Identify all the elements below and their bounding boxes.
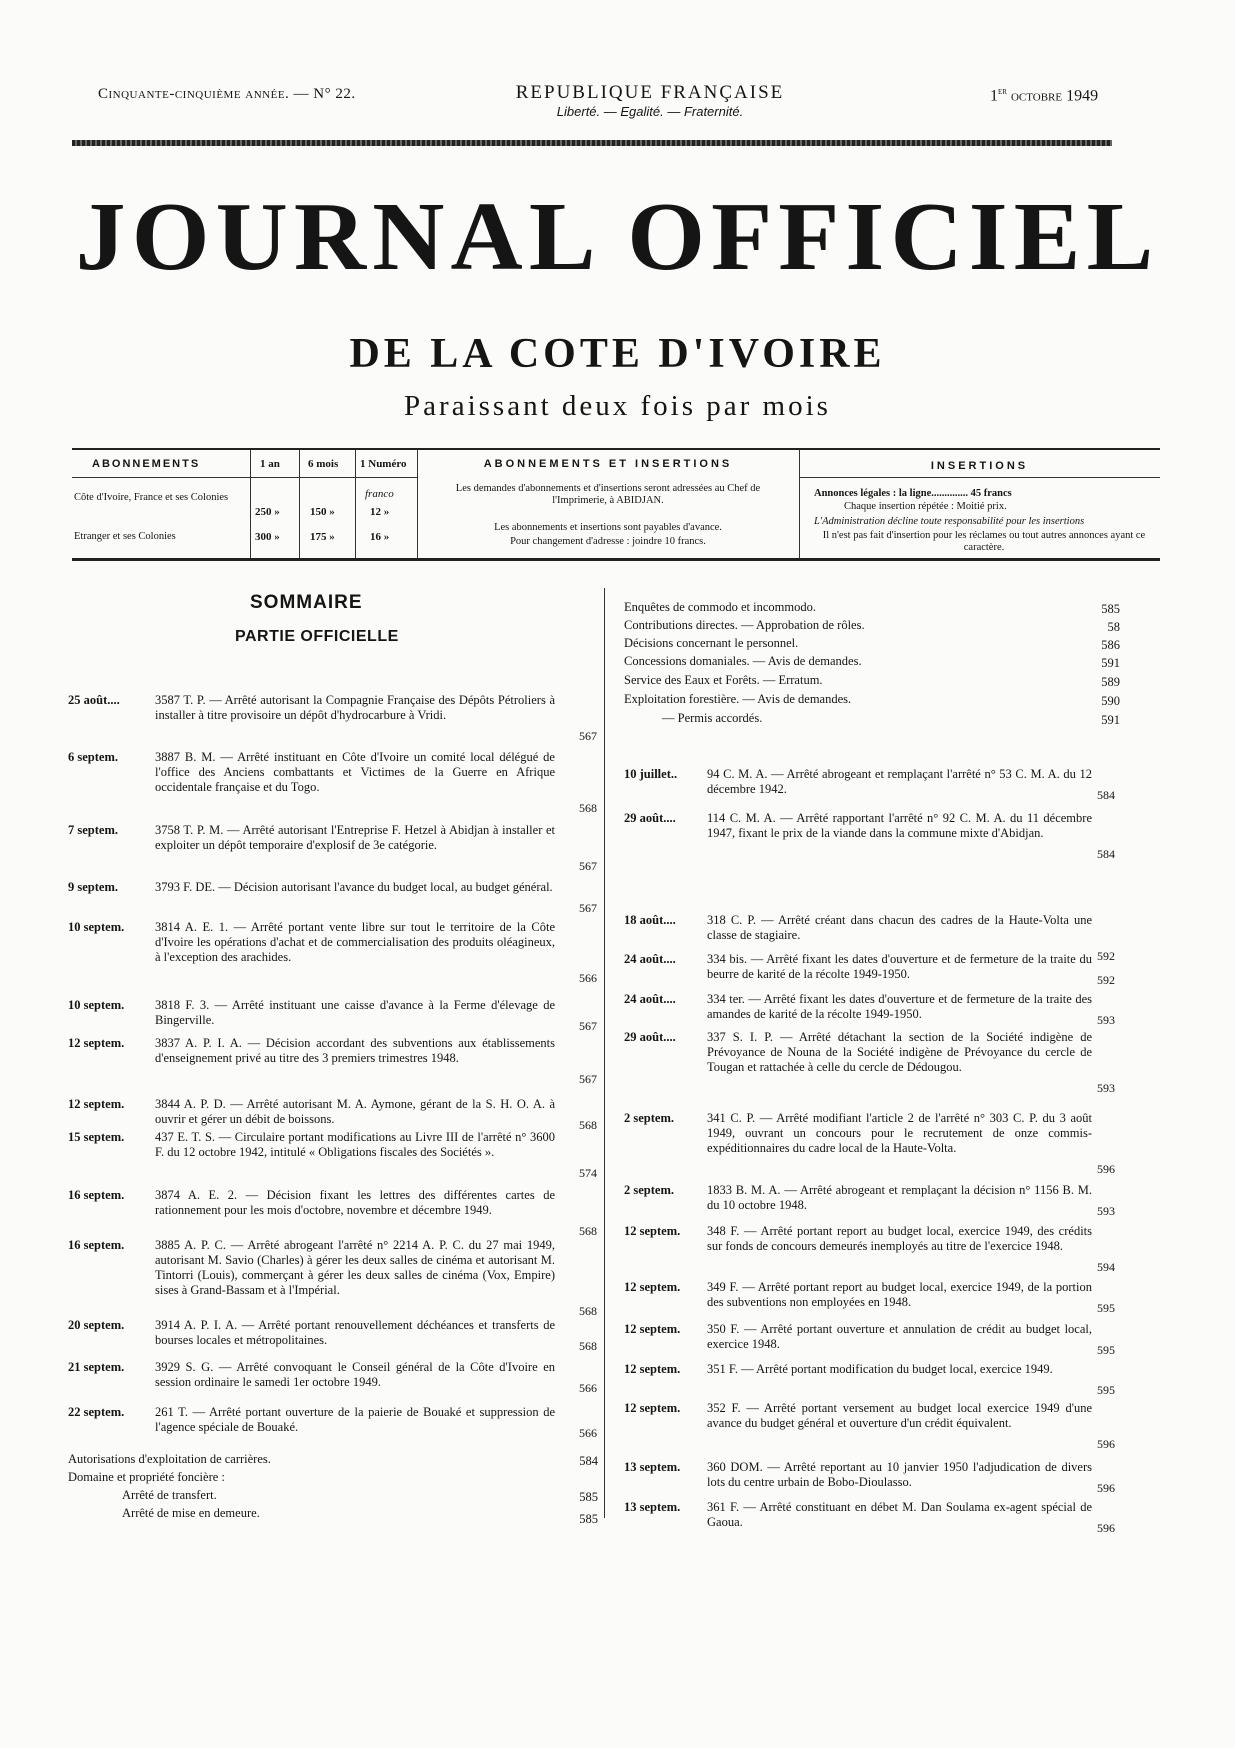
toc-entry-page: 595 — [1097, 1383, 1115, 1397]
subs-row1-1an: 250 » — [255, 506, 280, 518]
subs-row1-num: 12 » — [370, 506, 390, 518]
toc-entry-date: 12 septem. — [624, 1401, 681, 1415]
toc-entry — [68, 1097, 598, 1132]
toc-right-head-page: 589 — [1101, 675, 1120, 689]
subs-franco: franco — [365, 488, 394, 500]
toc-entry-date: 12 septem. — [68, 1097, 125, 1111]
subs-row2-label: Etranger et ses Colonies — [74, 531, 176, 542]
subs-mid-text1: Les demandes d'abonnements et d'insertions seront adressées au Chef de l'Imprimerie, à ABIDJAN. — [455, 483, 761, 506]
toc-sommaire: SOMMAIRE — [250, 592, 363, 613]
toc-entry-text: 361 F. — Arrêté constituant en débet M. Dan Soulama ex-agent spécial de Gaoua. — [707, 1500, 1092, 1529]
toc-entry-text: 318 C. P. — Arrêté créant dans chacun des cadres de la Haute-Volta une classe de stagiaire. — [707, 913, 1092, 942]
toc-entry — [624, 1401, 1120, 1451]
toc-entry-text: 3758 T. P. M. — Arrêté autorisant l'Entreprise F. Hetzel à Abidjan à installer et exploiter un dépôt temporaire d'explosif de 3e catégorie. — [155, 823, 555, 852]
toc-entry — [624, 1460, 1120, 1495]
toc-entry-page: 567 — [579, 1019, 597, 1033]
toc-right-head-page: 585 — [1101, 602, 1120, 616]
toc-right-head-page: 591 — [1101, 656, 1120, 670]
toc-entry — [68, 998, 598, 1033]
toc-right-head-item — [624, 654, 1120, 669]
toc-entry-page: 568 — [579, 801, 597, 815]
subs-h-numero: 1 Numéro — [360, 458, 407, 470]
toc-entry — [68, 880, 598, 915]
toc-entry-date: 29 août.... — [624, 1030, 676, 1044]
subs-h-6mois: 6 mois — [308, 458, 339, 470]
toc-entry — [68, 1318, 598, 1353]
toc-right-head-page: 591 — [1101, 713, 1120, 727]
toc-entry-text: 3887 B. M. — Arrêté instituant en Côte d'Ivoire un comité local délégué de l'office des Anciens combattants et Victimes de la Guerre en Afrique occidentale française et du Togo. — [155, 750, 555, 794]
toc-entry-text: 114 C. M. A. — Arrêté rapportant l'arrêté n° 92 C. M. A. du 11 décembre 1947, fixant le prix de la viande dans la commune mixte d'Abidjan. — [707, 811, 1092, 840]
issue-date — [990, 86, 1098, 105]
toc-entry-text: 3818 F. 3. — Arrêté instituant une caisse d'avance à la Ferme d'élevage de Bingerville. — [155, 998, 555, 1027]
republic-header — [500, 82, 800, 119]
subs-row2-num: 16 » — [370, 531, 390, 543]
toc-entry — [68, 693, 598, 743]
toc-entry-page: 596 — [1097, 1162, 1115, 1176]
toc-entry-date: 25 août.... — [68, 693, 120, 707]
toc-entry — [624, 1111, 1120, 1176]
toc-entry-date: 12 septem. — [624, 1362, 681, 1376]
toc-entry — [624, 1030, 1120, 1095]
toc-entry-text: 94 C. M. A. — Arrêté abrogeant et remplaçant l'arrêté n° 53 C. M. A. du 12 décembre 1942. — [707, 767, 1092, 796]
toc-tail-page: 585 — [579, 1490, 598, 1504]
toc-entry — [624, 1224, 1120, 1274]
toc-entry-text: 334 bis. — Arrêté fixant les dates d'ouverture et de fermeture de la traite du beurre de karité de la récolte 1949-1950. — [707, 952, 1092, 981]
toc-entry-date: 22 septem. — [68, 1405, 125, 1419]
toc-entry-date: 18 août.... — [624, 913, 676, 927]
toc-right-head-page: 58 — [1107, 620, 1120, 634]
toc-entry-page: 568 — [579, 1339, 597, 1353]
toc-entry — [624, 952, 1120, 987]
toc-right-head-text: Décisions concernant le personnel. — [624, 636, 799, 650]
toc-entry — [624, 1322, 1120, 1357]
toc-entry — [624, 1280, 1120, 1315]
toc-entry-date: 13 septem. — [624, 1460, 681, 1474]
subs-row2-1an: 300 » — [255, 531, 280, 543]
toc-entry-date: 12 septem. — [624, 1280, 681, 1294]
toc-entry-page: 596 — [1097, 1437, 1115, 1451]
toc-entry — [68, 920, 598, 985]
subs-right-text4: Il n'est pas fait d'insertion pour les réclames ou tout autres annonces ayant ce caractère. — [822, 530, 1146, 553]
toc-entry — [68, 1360, 598, 1395]
issue-date-day: 1 — [990, 87, 998, 105]
toc-entry-page: 566 — [579, 971, 597, 985]
masthead-subtitle: DE LA COTE D'IVOIRE — [349, 331, 886, 377]
toc-entry-text: 3793 F. DE. — Décision autorisant l'avance du budget local, au budget général. — [155, 880, 553, 894]
toc-entry-page: 566 — [579, 1381, 597, 1395]
toc-entry-date: 7 septem. — [68, 823, 118, 837]
toc-entry-page: 568 — [579, 1118, 597, 1132]
subs-right-text2: Chaque insertion répétée : Moitié prix. — [844, 501, 1007, 512]
toc-entry-page: 567 — [579, 859, 597, 873]
toc-right-head-text: Contributions directes. — Approbation de rôles. — [624, 618, 865, 632]
toc-entry-text: 3844 A. P. D. — Arrêté autorisant M. A. Aymone, gérant de la S. H. O. A. à ouvrir et gérer un débit de boissons. — [155, 1097, 555, 1126]
toc-entry-page: 596 — [1097, 1481, 1115, 1495]
toc-tail-item — [68, 1470, 598, 1485]
toc-entry — [68, 823, 598, 873]
toc-entry-page: 584 — [1097, 788, 1115, 802]
toc-right-head-text: — Permis accordés. — [662, 711, 763, 725]
toc-tail-page: 585 — [579, 1512, 598, 1526]
toc-entry-page: 593 — [1097, 1013, 1115, 1027]
toc-tail-text: Arrêté de mise en demeure. — [122, 1506, 260, 1520]
toc-right-head-item — [624, 692, 1120, 707]
toc-entry-date: 12 septem. — [624, 1224, 681, 1238]
toc-entry-page: 593 — [1097, 1081, 1115, 1095]
toc-right-head-text: Enquêtes de commodo et incommodo. — [624, 600, 816, 614]
republic-name: REPUBLIQUE FRANÇAISE — [515, 82, 785, 103]
toc-entry-date: 15 septem. — [68, 1130, 125, 1144]
toc-entry — [68, 1238, 598, 1318]
subs-right-text1: Annonces légales : la ligne.............. 45 francs — [814, 488, 1012, 499]
toc-entry-page: 595 — [1097, 1343, 1115, 1357]
subs-mid-text3: Pour changement d'adresse : joindre 10 francs. — [510, 536, 706, 547]
toc-entry-date: 10 juillet.. — [624, 767, 678, 781]
toc-entry-date: 12 septem. — [68, 1036, 125, 1050]
toc-right-head-page: 590 — [1101, 694, 1120, 708]
toc-entry-date: 6 septem. — [68, 750, 118, 764]
republic-motto: Liberté. — Egalité. — Fraternité. — [556, 104, 744, 119]
toc-tail-text: Arrêté de transfert. — [122, 1488, 217, 1502]
toc-entry-text: 3929 S. G. — Arrêté convoquant le Conseil général de la Côte d'Ivoire en session ordinaire le samedi 1er octobre 1949. — [155, 1360, 555, 1389]
column-divider — [604, 588, 605, 1518]
subs-right-text3: L'Administration décline toute responsabilité pour les insertions — [814, 516, 1085, 527]
toc-right-head-text: Concessions domaniales. — Avis de demandes. — [624, 654, 862, 668]
toc-entry-date: 21 septem. — [68, 1360, 125, 1374]
subs-row1-6mois: 150 » — [310, 506, 335, 518]
toc-right-head-item — [624, 618, 1120, 633]
toc-entry-page: 596 — [1097, 1521, 1115, 1535]
toc-entry-page: 567 — [579, 1072, 597, 1086]
toc-entry-date: 29 août.... — [624, 811, 676, 825]
toc-entry-page: 584 — [1097, 847, 1115, 861]
toc-entry-text: 360 DOM. — Arrêté reportant au 10 janvier 1950 l'adjudication de divers lots du centre urbain de Bobo-Dioulasso. — [707, 1460, 1092, 1489]
toc-tail-text: Domaine et propriété foncière : — [68, 1470, 225, 1484]
issue-date-sup: er — [998, 86, 1007, 97]
issue-date-rest: octobre 1949 — [1006, 87, 1099, 105]
toc-entry-date: 2 septem. — [624, 1183, 674, 1197]
toc-entry — [68, 1405, 598, 1440]
toc-partie-officielle: PARTIE OFFICIELLE — [235, 628, 399, 645]
toc-entry-page: 566 — [579, 1426, 597, 1440]
toc-entry — [624, 811, 1120, 861]
toc-entry-text: 349 F. — Arrêté portant report au budget local, exercice 1949, de la portion des subventions non employées en 1948. — [707, 1280, 1092, 1309]
toc-entry-date: 9 septem. — [68, 880, 118, 894]
toc-right-head-text: Service des Eaux et Forêts. — Erratum. — [624, 673, 823, 687]
toc-entry-page: 593 — [1097, 1204, 1115, 1218]
toc-entry-date: 13 septem. — [624, 1500, 681, 1514]
toc-entry-date: 16 septem. — [68, 1188, 125, 1202]
toc-entry-date: 24 août.... — [624, 992, 676, 1006]
subscription-box — [72, 448, 1160, 561]
subs-col-header: ABONNEMENTS — [92, 458, 201, 470]
toc-tail-item — [68, 1452, 598, 1467]
toc-entry-text: 3814 A. E. 1. — Arrêté portant vente libre sur tout le territoire de la Côte d'Ivoire les opérations d'achat et de commercialisation des produits oléagineux, à l'exception des arachides. — [155, 920, 555, 964]
toc-entry-text: 3914 A. P. I. A. — Arrêté portant renouvellement déchéances et transferts de bourses locales et métropolitaines. — [155, 1318, 555, 1347]
toc-entry-text: 3885 A. P. C. — Arrêté abrogeant l'arrêté n° 2214 A. P. C. du 27 mai 1949, autorisant M. Savio (Charles) à gérer les deux salles de cinéma et autorisant M. Tintorri (Louis), commerçant à gérer les deux salles de cinéma (Vox, Empire) sises à Grand-Bassam et à l'Impérial. — [155, 1238, 555, 1297]
toc-entry-page: 592 — [1097, 949, 1115, 963]
toc-right-head-item — [624, 636, 1120, 651]
toc-entry — [68, 1130, 598, 1180]
toc-entry-page: 567 — [579, 901, 597, 915]
toc-entry — [68, 750, 598, 815]
toc-entry-page: 567 — [579, 729, 597, 743]
toc-entry — [624, 767, 1120, 802]
toc-entry-date: 20 septem. — [68, 1318, 125, 1332]
toc-tail-text: Autorisations d'exploitation de carrières. — [68, 1452, 271, 1466]
toc-entry-date: 12 septem. — [624, 1322, 681, 1336]
toc-entry-page: 568 — [579, 1224, 597, 1238]
toc-tail-page: 584 — [579, 1454, 598, 1468]
toc-entry-page: 595 — [1097, 1301, 1115, 1315]
toc-entry-text: 350 F. — Arrêté portant ouverture et annulation de crédit au budget local, exercice 1948. — [707, 1322, 1092, 1351]
toc-right-head-page: 586 — [1101, 638, 1120, 652]
masthead-frequency: Paraissant deux fois par mois — [404, 390, 831, 422]
subs-row1-label: Côte d'Ivoire, France et ses Colonies — [74, 492, 229, 503]
toc-entry — [68, 1188, 598, 1238]
toc-right-head-item — [662, 711, 1120, 726]
edition-number: Cinquante-cinquième année. — N° 22. — [98, 86, 356, 102]
toc-entry-text: 334 ter. — Arrêté fixant les dates d'ouverture et de fermeture de la traite des amandes de karité de la récolte 1949-1950. — [707, 992, 1092, 1021]
toc-entry — [624, 1500, 1120, 1535]
toc-entry — [68, 1036, 598, 1086]
toc-entry-text: 3874 A. E. 2. — Décision fixant les lettres des différentes cartes de rationnement pour les mois d'octobre, novembre et décembre 1949. — [155, 1188, 555, 1217]
toc-entry-text: 352 F. — Arrêté portant versement au budget local exercice 1949 d'une avance du budget général et ouverture d'un crédit équivalent. — [707, 1401, 1092, 1430]
toc-entry-date: 16 septem. — [68, 1238, 125, 1252]
toc-entry-text: 341 C. P. — Arrêté modifiant l'article 2 de l'arrêté n° 303 C. P. du 3 août 1949, ouvrant un concours pour le recrutement de onze commis-expéditionnaires du cadre local de la Haute-Volta. — [707, 1111, 1092, 1155]
toc-entry-text: 1833 B. M. A. — Arrêté abrogeant et remplaçant la décision n° 1156 B. M. du 10 octobre 1948. — [707, 1183, 1092, 1212]
toc-entry — [624, 1362, 1120, 1397]
toc-entry-date: 10 septem. — [68, 920, 125, 934]
toc-tail-item — [122, 1488, 598, 1503]
masthead-title: JOURNAL OFFICIEL — [75, 183, 1160, 291]
toc-entry-text: 337 S. I. P. — Arrêté détachant la section de la Société indigène de Prévoyance de Nouna de la Société indigène de Prévoyance du cercle de Tougan et rattachée à celle du cercle de Dédougou. — [707, 1030, 1092, 1074]
toc-tail-item — [122, 1506, 598, 1526]
subs-mid-text2: Les abonnements et insertions sont payables d'avance. — [494, 522, 722, 533]
toc-right-head-text: Exploitation forestière. — Avis de demandes. — [624, 692, 852, 706]
toc-entry-text: 3837 A. P. I. A. — Décision accordant des subventions aux établissements d'enseignement privé au titre des 3 premiers trimestres 1948. — [155, 1036, 555, 1065]
toc-entry-page: 574 — [579, 1166, 597, 1180]
toc-entry-page: 592 — [1097, 973, 1115, 987]
toc-right-head-item — [624, 600, 1120, 615]
toc-entry-page: 568 — [579, 1304, 597, 1318]
subs-mid-header: ABONNEMENTS ET INSERTIONS — [483, 458, 733, 470]
toc-entry-page: 594 — [1097, 1260, 1115, 1274]
subs-row2-6mois: 175 » — [310, 531, 335, 543]
toc-entry — [624, 992, 1120, 1027]
toc-entry — [624, 1183, 1120, 1218]
toc-entry-date: 24 août.... — [624, 952, 676, 966]
toc-entry-text: 348 F. — Arrêté portant report au budget local, exercice 1949, des crédits sur fonds de concours demeurés inemployés au titre de l'exercice 1948. — [707, 1224, 1092, 1253]
toc-entry-date: 10 septem. — [68, 998, 125, 1012]
header-rule — [72, 140, 1112, 146]
subs-right-header: INSERTIONS — [930, 460, 1029, 472]
toc-entry-text: 351 F. — Arrêté portant modification du budget local, exercice 1949. — [707, 1362, 1053, 1376]
subs-h-1an: 1 an — [260, 458, 280, 470]
toc-entry-date: 2 septem. — [624, 1111, 674, 1125]
toc-entry-text: 437 E. T. S. — Circulaire portant modifications au Livre III de l'arrêté n° 3600 F. du 12 octobre 1942, intitulé « Obligations fiscales des Sociétés ». — [155, 1130, 555, 1159]
toc-right-head-item — [624, 673, 1120, 688]
toc-entry-text: 261 T. — Arrêté portant ouverture de la paierie de Bouaké et suppression de l'agence spéciale de Bouaké. — [155, 1405, 555, 1434]
toc-entry-text: 3587 T. P. — Arrêté autorisant la Compagnie Française des Dépôts Pétroliers à installer à titre provisoire un dépôt d'hydrocarbure à Vridi. — [155, 693, 555, 722]
